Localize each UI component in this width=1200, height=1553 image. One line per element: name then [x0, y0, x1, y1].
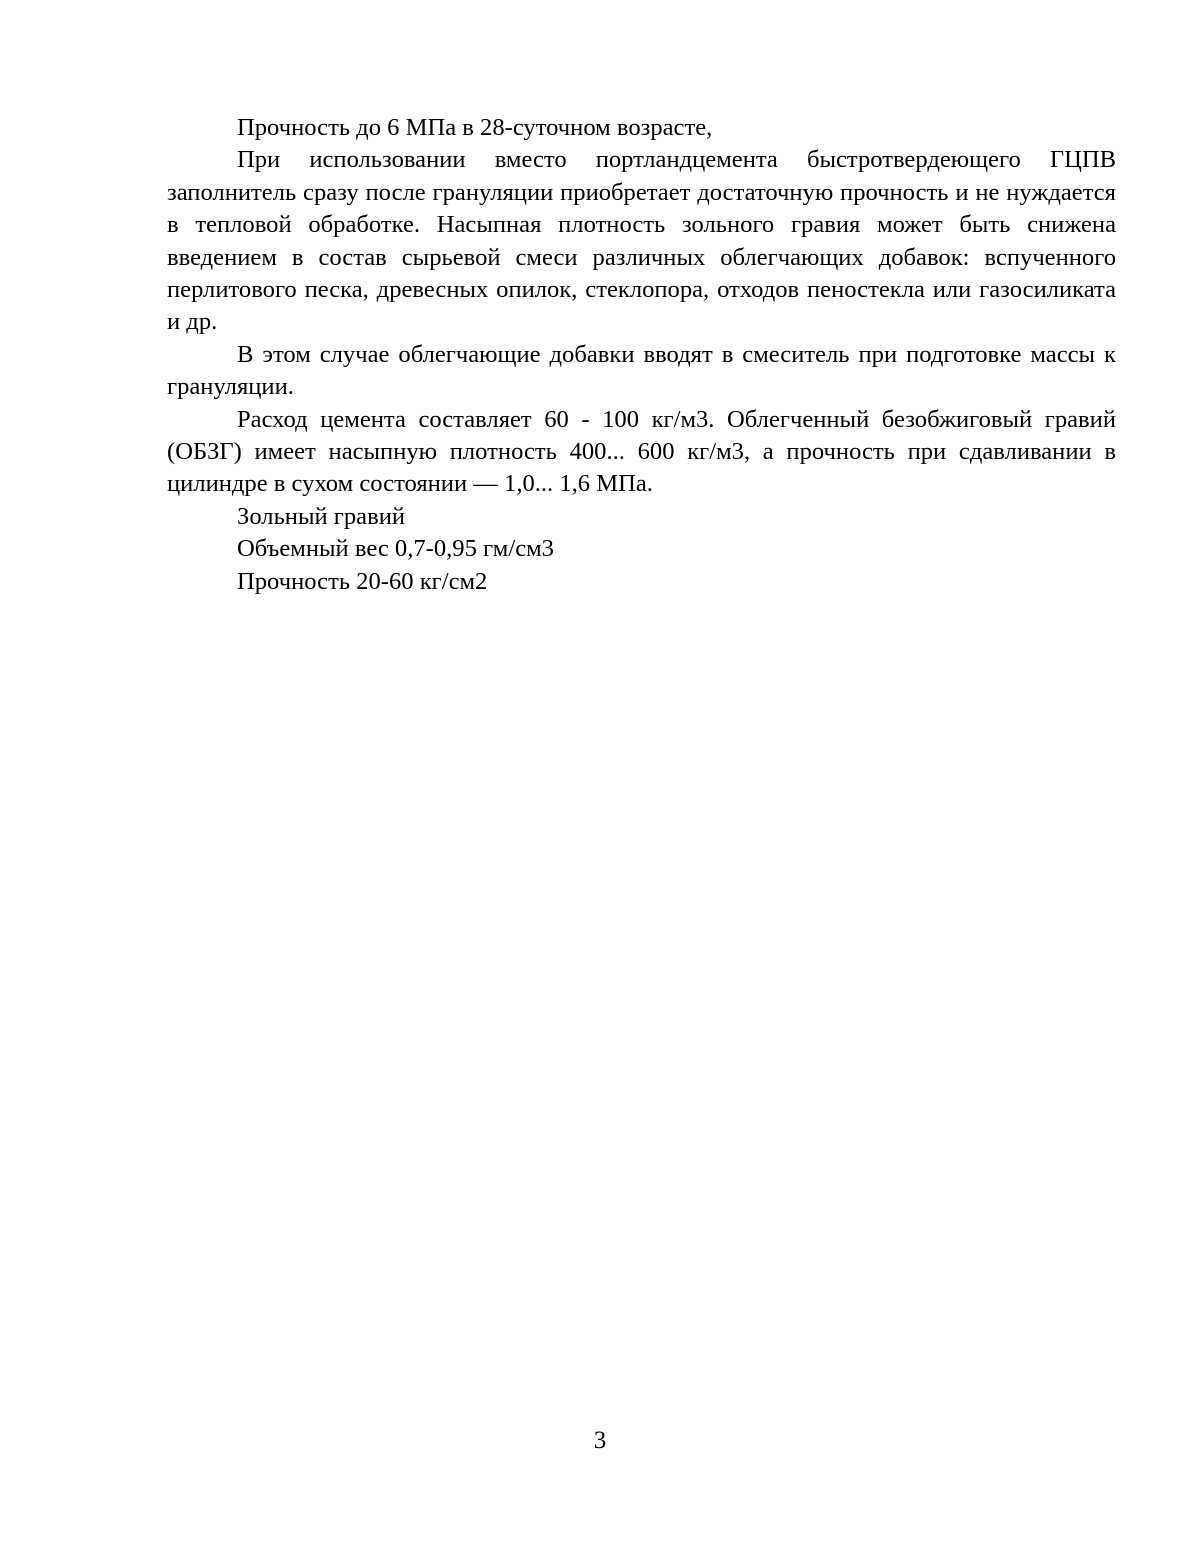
paragraph-strength-28-days: Прочность до 6 МПа в 28-суточном возрасте,	[237, 114, 713, 141]
paragraph-bulk-weight: Объемный вес 0,7-0,95 гм/см3	[237, 535, 554, 563]
paragraph-gcpv-usage: При использовании вместо портландцемента быстротвердеющего ГЦПВ заполнитель сразу после грануляции приобретает достаточную прочность и не нуждается в тепловой обработке. Насыпная плотность зольного гравия может быть снижена введением в состав сырьевой смеси различных облегчающих добавок: вспученного перлитового песка, древесных опилок, стеклопора, отходов пеностекла или газосиликата и др.	[167, 146, 1116, 336]
paragraph-lightening-additives: В этом случае облегчающие добавки вводят в смеситель при подготовке массы к грануляции.	[167, 340, 1116, 401]
paragraph-cement-consumption: Расход цемента составляет 60 - 100 кг/м3. Облегченный безобжиговый гравий (ОБЗГ) имеет насыпную плотность 400... 600 кг/м3, а прочность при сдавливании в цилиндре в сухом состоянии — 1,0... 1,6 МПа.	[167, 405, 1116, 498]
body-text	[167, 112, 1116, 598]
page-number: 3	[593, 1427, 607, 1454]
paragraph-strength: Прочность 20-60 кг/см2	[237, 567, 488, 595]
paragraph-ash-gravel-heading: Зольный гравий	[237, 502, 406, 530]
